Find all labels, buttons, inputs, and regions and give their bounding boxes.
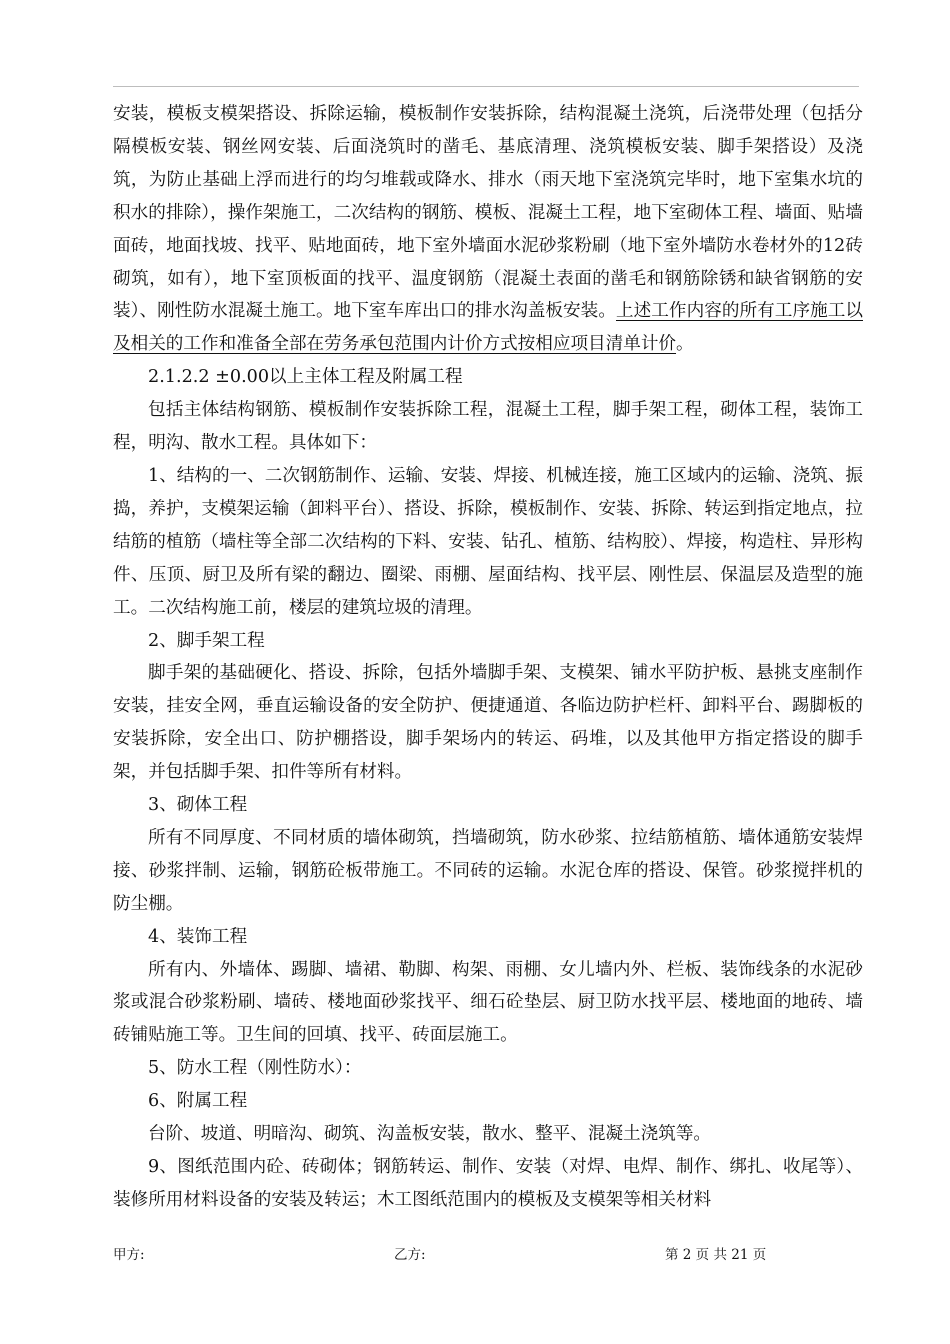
paragraph-item-9: 9、图纸范围内砼、砖砌体；钢筋转运、制作、安装（对焊、电焊、制作、绑扎、收尾等）、装修所用材料设备的安装及转运；木工图纸范围内的模板及支模架等相关材料 — [113, 1157, 863, 1210]
heading-waterproofing: 5、防水工程（刚性防水）： — [148, 1058, 362, 1079]
paragraph-decoration: 所有内、外墙体、踢脚、墙裙、勒脚、构架、雨棚、女儿墙内外、栏板、装饰线条的水泥砂浆或混合砂浆粉刷、墙砖、楼地面砂浆找平、细石砼垫层、厨卫防水找平层、楼地面的地砖、墙砖铺贴施工等。卫生间的回填、找平、砖面层施工。 — [113, 959, 863, 1046]
paragraph-masonry: 所有不同厚度、不同材质的墙体砌筑，挡墙砌筑，防水砂浆、拉结筋植筋、墙体通筋安装焊接、砂浆拌制、运输，钢筋砼板带施工。不同砖的运输。水泥仓库的搭设、保管。砂浆搅拌机的防尘棚。 — [113, 827, 863, 914]
header-rule — [113, 86, 859, 87]
paragraph-basement-scope: 安装，模板支模架搭设、拆除运输，模板制作安装拆除，结构混凝土浇筑，后浇带处理（包括分隔模板安装、钢丝网安装、后面浇筑时的凿毛、基底清理、浇筑模板安装、脚手架搭设）及浇筑，为防止基础上浮而进行的均匀堆载或降水、排水（雨天地下室浇筑完毕时，地下室集水坑的积水的排除），操作架施工，二次结构的钢筋、模板、混凝土工程，地下室砌体工程、墙面、贴墙面砖，地面找坡、找平、贴地面砖，地下室外墙面水泥砂浆粉刷（地下室外墙防水卷材外的12砖砌筑，如有），地下室顶板面的找平、温度钢筋（混凝土表面的凿毛和钢筋除锈和缺省钢筋的安装）、刚性防水混凝土施工。地下室车库出口的排水沟盖板安装。上述工作内容的所有工序施工以及相关的工作和准备全部在劳务承包范围内计价方式按相应项目清单计价。 — [113, 104, 863, 355]
heading-ancillary: 6、附属工程 — [148, 1091, 248, 1112]
document-body — [113, 98, 863, 1217]
section-heading-2-1-2-2: 2.1.2.2 ±0.00以上主体工程及附属工程 — [148, 367, 463, 388]
page-footer — [0, 1243, 950, 1265]
paragraph-scope-summary: 包括主体结构钢筋、模板制作安装拆除工程，混凝土工程，脚手架工程，砌体工程，装饰工程，明沟、散水工程。具体如下： — [113, 400, 863, 454]
heading-scaffolding: 2、脚手架工程 — [148, 630, 265, 651]
underlined-pricing-clause: 上述工作内容的所有工序施工以及相关的工作和准备全部在劳务承包范围内计价方式按相应项目清单计价 — [113, 301, 863, 355]
footer-party-a: 甲方: — [113, 1247, 145, 1263]
paragraph-ancillary: 台阶、坡道、明暗沟、砌筑、沟盖板安装，散水、整平、混凝土浇筑等。 — [148, 1124, 712, 1145]
heading-decoration: 4、装饰工程 — [148, 926, 248, 947]
footer-page-number: 第 2 页 共 21 页 — [665, 1247, 767, 1263]
footer-party-b: 乙方: — [394, 1247, 426, 1263]
heading-masonry: 3、砌体工程 — [148, 795, 248, 816]
paragraph-item-1: 1、结构的一、二次钢筋制作、运输、安装、焊接、机械连接，施工区域内的运输、浇筑、振捣，养护，支模架运输（卸料平台）、搭设、拆除，模板制作、安装、拆除、转运到指定地点，拉结筋的植筋（墙柱等全部二次结构的下料、安装、钻孔、植筋、结构胶）、焊接，构造柱、异形构件、压顶、厨卫及所有梁的翻边、圈梁、雨棚、屋面结构、找平层、刚性层、保温层及造型的施工。二次结构施工前，楼层的建筑垃圾的清理。 — [113, 465, 863, 618]
paragraph-scaffolding: 脚手架的基础硬化、搭设、拆除，包括外墙脚手架、支模架、铺水平防护板、悬挑支座制作安装，挂安全网，垂直运输设备的安全防护、便捷通道、各临边防护栏杆、卸料平台、踢脚板的安装拆除，安全出口、防护棚搭设，脚手架场内的转运、码堆，以及其他甲方指定搭设的脚手架，并包括脚手架、扣件等所有材料。 — [113, 663, 863, 783]
